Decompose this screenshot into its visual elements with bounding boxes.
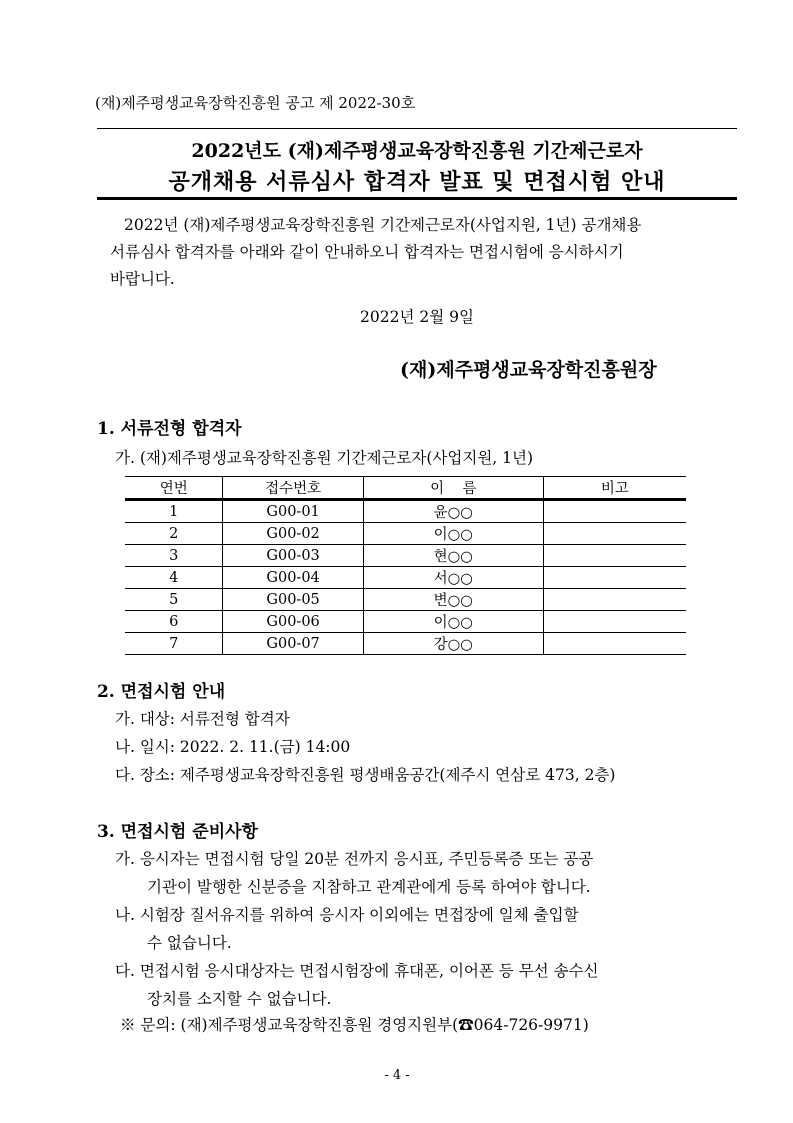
cell-receipt: G00-02 [223, 523, 363, 545]
intro-paragraph [110, 212, 700, 293]
cell-receipt: G00-06 [223, 611, 363, 633]
announcement-date: 2022년 2월 9일 [360, 308, 474, 326]
section2-heading: 2. 면접시험 안내 [97, 682, 226, 702]
prep-item-1-line2: 기관이 발행한 신분증을 지참하고 관계관에게 등록 하여야 합니다. [147, 878, 591, 896]
table-header-row [125, 477, 686, 500]
cell-receipt: G00-04 [223, 567, 363, 589]
intro-line1: 2022년 (재)제주평생교육장학진흥원 기간제근로자(사업지원, 1년) 공개채용 [124, 216, 642, 234]
interview-location: 다. 장소: 제주평생교육장학진흥원 평생배움공간(제주시 연삼로 473, 2층) [115, 766, 616, 784]
section1-heading: 1. 서류전형 합격자 [97, 419, 242, 439]
table-row [125, 567, 686, 589]
cell-name: 이○○ [363, 611, 543, 633]
col-header-remarks: 비고 [543, 477, 686, 500]
page-number: - 4 - [384, 1068, 410, 1083]
prep-item-1-line1: 가. 응시자는 면접시험 당일 20분 전까지 응시표, 주민등록증 또는 공공 [115, 850, 594, 868]
cell-remarks [543, 633, 686, 655]
cell-remarks [543, 500, 686, 523]
prep-item-2-line2: 수 없습니다. [147, 934, 232, 952]
prep-item-3-line2: 장치를 소지할 수 없습니다. [147, 990, 332, 1008]
issuer-signature: (재)제주평생교육장학진흥원장 [400, 359, 657, 381]
title-top-rule [97, 128, 737, 129]
cell-name: 현○○ [363, 545, 543, 567]
prep-item-2-line1: 나. 시험장 질서유지를 위하여 응시자 이외에는 면접장에 일체 출입할 [115, 906, 579, 924]
interview-target: 가. 대상: 서류전형 합격자 [115, 710, 290, 728]
document-title-line2: 공개채용 서류심사 합격자 발표 및 면접시험 안내 [168, 169, 666, 195]
cell-receipt: G00-07 [223, 633, 363, 655]
table-row [125, 523, 686, 545]
cell-number: 7 [125, 633, 223, 655]
table-row [125, 500, 686, 523]
col-header-receipt: 접수번호 [223, 477, 363, 500]
intro-line3: 바랍니다. [110, 270, 175, 288]
col-header-number: 연번 [125, 477, 223, 500]
interview-datetime: 나. 일시: 2022. 2. 11.(금) 14:00 [115, 738, 351, 756]
cell-number: 1 [125, 500, 223, 523]
cell-receipt: G00-03 [223, 545, 363, 567]
cell-name: 강○○ [363, 633, 543, 655]
cell-number: 6 [125, 611, 223, 633]
cell-name: 윤○○ [363, 500, 543, 523]
cell-number: 2 [125, 523, 223, 545]
table-row [125, 611, 686, 633]
cell-name: 변○○ [363, 589, 543, 611]
cell-name: 서○○ [363, 567, 543, 589]
prep-item-3-line1: 다. 면접시험 응시대상자는 면접시험장에 휴대폰, 이어폰 등 무선 송수신 [115, 962, 599, 980]
passer-table [125, 476, 686, 655]
section3-heading: 3. 면접시험 준비사항 [97, 822, 258, 842]
col-header-name: 이 름 [363, 477, 543, 500]
cell-remarks [543, 545, 686, 567]
cell-remarks [543, 589, 686, 611]
notice-number: (재)제주평생교육장학진흥원 공고 제 2022-30호 [95, 94, 416, 112]
cell-remarks [543, 611, 686, 633]
document-title-line1: 2022년도 (재)제주평생교육장학진흥원 기간제근로자 [191, 140, 643, 162]
cell-number: 5 [125, 589, 223, 611]
section1-subtitle: 가. (재)제주평생교육장학진흥원 기간제근로자(사업지원, 1년) [115, 449, 534, 467]
cell-number: 4 [125, 567, 223, 589]
title-bottom-rule [97, 197, 737, 200]
cell-number: 3 [125, 545, 223, 567]
cell-receipt: G00-05 [223, 589, 363, 611]
table-row [125, 589, 686, 611]
cell-name: 이○○ [363, 523, 543, 545]
intro-line2: 서류심사 합격자를 아래와 같이 안내하오니 합격자는 면접시험에 응시하시기 [110, 243, 624, 261]
contact-info: ※ 문의: (재)제주평생교육장학진흥원 경영지원부(☎064-726-9971) [120, 1016, 589, 1034]
cell-remarks [543, 567, 686, 589]
cell-receipt: G00-01 [223, 500, 363, 523]
table-row [125, 545, 686, 567]
cell-remarks [543, 523, 686, 545]
table-row [125, 633, 686, 655]
